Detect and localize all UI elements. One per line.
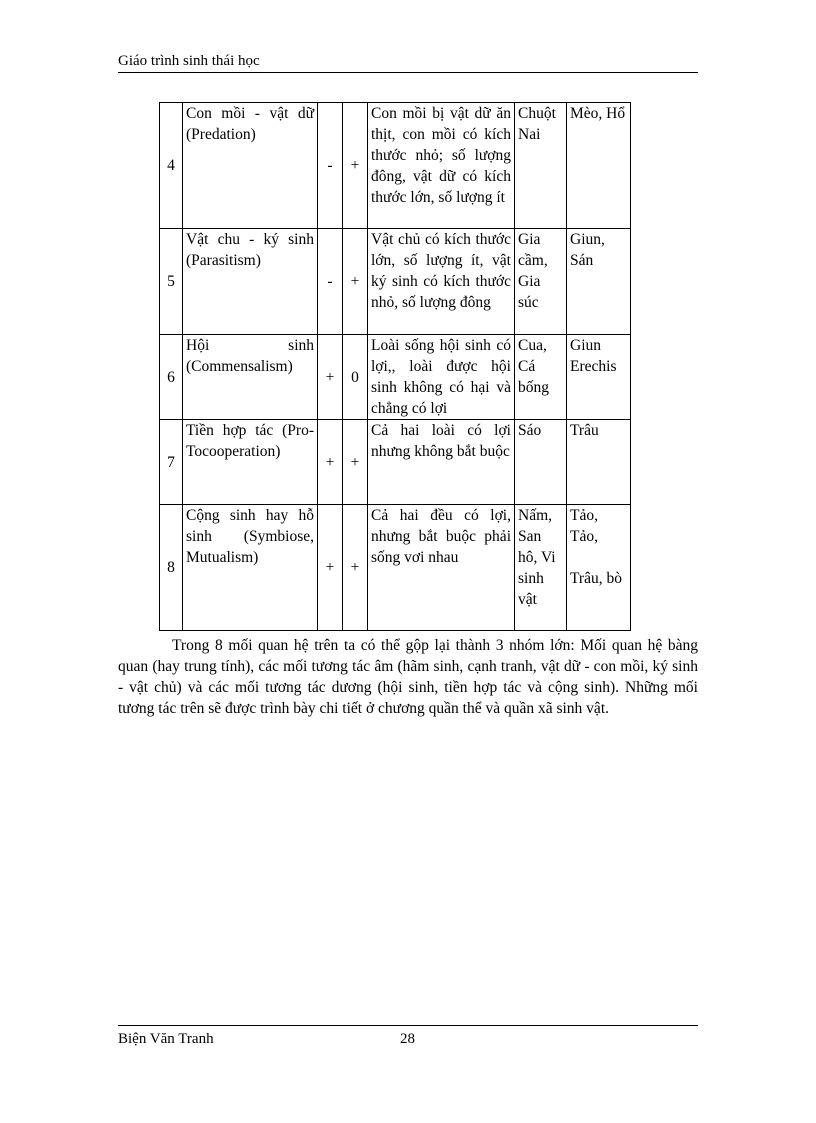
relationship-name: Cộng sinh hay hỗ sinh (Symbiose, Mutualism)	[183, 505, 318, 631]
relationship-description: Cả hai loài có lợi nhưng không bắt buộc	[368, 420, 515, 505]
row-number: 6	[160, 335, 183, 420]
row-number: 4	[160, 103, 183, 229]
example-species-a: Cua, Cá bống	[515, 335, 567, 420]
example-species-a: Sáo	[515, 420, 567, 505]
effect-species-b: +	[343, 505, 368, 631]
relationship-name: Tiền hợp tác (Pro-Tocooperation)	[183, 420, 318, 505]
table-row	[160, 229, 631, 335]
effect-species-b: 0	[343, 335, 368, 420]
footer-divider	[118, 1025, 698, 1026]
relationship-table	[159, 102, 631, 631]
header-title: Giáo trình sinh thái học	[118, 53, 260, 69]
example-species-b: Giun Erechis	[567, 335, 631, 420]
page-header	[118, 52, 698, 73]
effect-species-a: -	[318, 103, 343, 229]
example-species-b-line2: Trâu, bò	[570, 570, 622, 587]
row-number: 7	[160, 420, 183, 505]
example-species-a: Chuột Nai	[515, 103, 567, 229]
effect-species-a: -	[318, 229, 343, 335]
effect-species-b: +	[343, 103, 368, 229]
example-species-b: Mèo, Hổ	[567, 103, 631, 229]
example-species-a: Nấm, San hô, Vi sinh vật	[515, 505, 567, 631]
relationship-name: Hội sinh (Commensalism)	[183, 335, 318, 420]
table-row	[160, 103, 631, 229]
effect-species-a: +	[318, 420, 343, 505]
relationship-description: Cả hai đều có lợi, nhưng bắt buộc phải sống vơi nhau	[368, 505, 515, 631]
page-number: 28	[400, 1031, 415, 1047]
footer-author: Biện Văn Tranh	[118, 1031, 214, 1047]
example-species-b: Giun, Sán	[567, 229, 631, 335]
example-species-a: Gia cầm, Gia súc	[515, 229, 567, 335]
example-species-b	[567, 505, 631, 631]
effect-species-a: +	[318, 505, 343, 631]
table-row	[160, 420, 631, 505]
relationship-name: Con mồi - vật dữ (Predation)	[183, 103, 318, 229]
summary-paragraph: Trong 8 mối quan hệ trên ta có thể gộp lại thành 3 nhóm lớn: Mối quan hệ bàng quan (hay trung tính), các mối tương tác âm (hãm sinh, cạnh tranh, vật dữ - con mồi, ký sinh - vật chủ) và các mối tương tác dương (hội sinh, tiền hợp tác và cộng sinh). Những mối tương tác trên sẽ được trình bày chi tiết ở chương quần thể và quần xã sinh vật.	[118, 637, 698, 717]
example-species-b: Trâu	[567, 420, 631, 505]
relationship-description: Loài sống hội sinh có lợi,, loài được hội sinh không có hại và chẳng có lợi	[368, 335, 515, 420]
effect-species-b: +	[343, 420, 368, 505]
row-number: 5	[160, 229, 183, 335]
table-row	[160, 335, 631, 420]
row-number: 8	[160, 505, 183, 631]
effect-species-b: +	[343, 229, 368, 335]
example-species-b-line1: Tảo, Tảo,	[570, 507, 598, 545]
relationship-description: Con mồi bị vật dữ ăn thịt, con mồi có kích thước nhỏ; số lượng đông, vật dữ có kích thước lớn, số lượng ít	[368, 103, 515, 229]
relationship-description: Vật chủ có kích thước lớn, số lượng ít, vật ký sinh có kích thước nhỏ, số lượng đông	[368, 229, 515, 335]
table-row	[160, 505, 631, 631]
effect-species-a: +	[318, 335, 343, 420]
relationship-name: Vật chu - ký sinh (Parasitism)	[183, 229, 318, 335]
